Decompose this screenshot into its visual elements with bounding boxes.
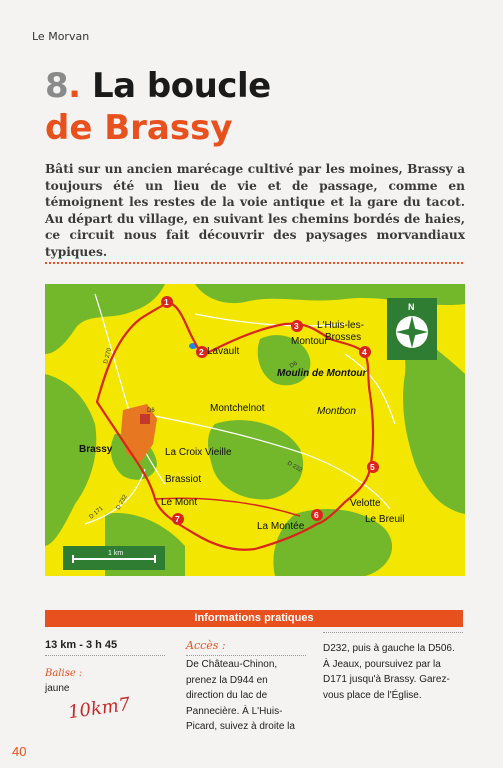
road-label: D6	[147, 408, 155, 414]
page-number: 40	[12, 744, 27, 759]
distance-duration: 13 km - 3 h 45	[45, 639, 118, 651]
place-label: Moulin de Montour	[277, 368, 367, 379]
north-label: N	[408, 302, 415, 312]
place-label: Le Breuil	[365, 514, 405, 525]
balise-value: jaune	[45, 683, 70, 694]
scale-bar	[63, 546, 165, 570]
place-label: Montchelnot	[210, 403, 265, 414]
handwritten-note: 10km7	[66, 693, 132, 724]
acces-text: De Château-Chinon, prenez la D944 en direction du lac de Pannecière. À L'Huis-Picard, suivez à droite la	[186, 659, 295, 732]
divider	[45, 262, 463, 264]
place-label: Brassiot	[165, 474, 202, 485]
road-label: D6	[289, 360, 299, 370]
road-label: D 232	[115, 494, 129, 511]
place-label: Montbon	[317, 406, 356, 417]
waypoint-label: 7	[175, 514, 180, 524]
divider	[186, 655, 306, 656]
place-label: Le Mont	[161, 497, 198, 508]
road-label: D 270	[103, 347, 114, 365]
title-line2: de Brassy	[45, 108, 233, 148]
waypoint-label: 5	[370, 462, 375, 472]
route-number: 8	[45, 66, 69, 106]
page-title	[45, 66, 271, 106]
title-dot: .	[68, 66, 81, 106]
waypoint-label: 6	[314, 510, 319, 520]
place-label: Montour	[291, 336, 328, 347]
waypoint-label: 4	[362, 347, 367, 357]
road-label: D 232	[286, 460, 303, 474]
region-header: Le Morvan	[32, 30, 90, 43]
waypoint-label: 2	[199, 347, 204, 357]
divider	[323, 632, 463, 633]
place-label: L'Huis-les-	[317, 320, 364, 331]
compass-rose	[387, 298, 437, 360]
waypoint-label: 3	[294, 321, 299, 331]
acces-text-continued: D232, puis à gauche la D506. À Jeaux, poursuivez par la D171 jusqu'à Brassy. Garez-vous place de l'Église.	[323, 643, 455, 701]
waypoint-label: 1	[164, 297, 169, 307]
place-label: Brosses	[325, 332, 362, 343]
balise-label: Balise :	[45, 668, 83, 679]
place-label: Velotte	[350, 498, 381, 509]
place-label: La Montée	[257, 521, 305, 532]
title-line1: La boucle	[91, 66, 271, 106]
intro-paragraph: Bâti sur un ancien marécage cultivé par les moines, Brassy a toujours été un lieu de vie et de passage, comme en témoignent les restes de la voie antique et la gare du tacot. Au départ du village, en suivant les chemins bordés de haies, ce circuit nous fait découvrir des paysages morvandiaux typiques.	[45, 162, 465, 259]
acces-label: Accès :	[186, 639, 226, 652]
scale-label: 1 km	[108, 550, 124, 557]
place-label-main: Brassy	[79, 444, 113, 455]
divider	[45, 655, 165, 656]
place-label: La Croix Vieille	[165, 447, 232, 458]
info-heading: Informations pratiques	[45, 610, 463, 627]
route-map	[45, 284, 465, 576]
road-label: D 171	[88, 505, 105, 521]
place-label: Lavault	[207, 346, 240, 357]
